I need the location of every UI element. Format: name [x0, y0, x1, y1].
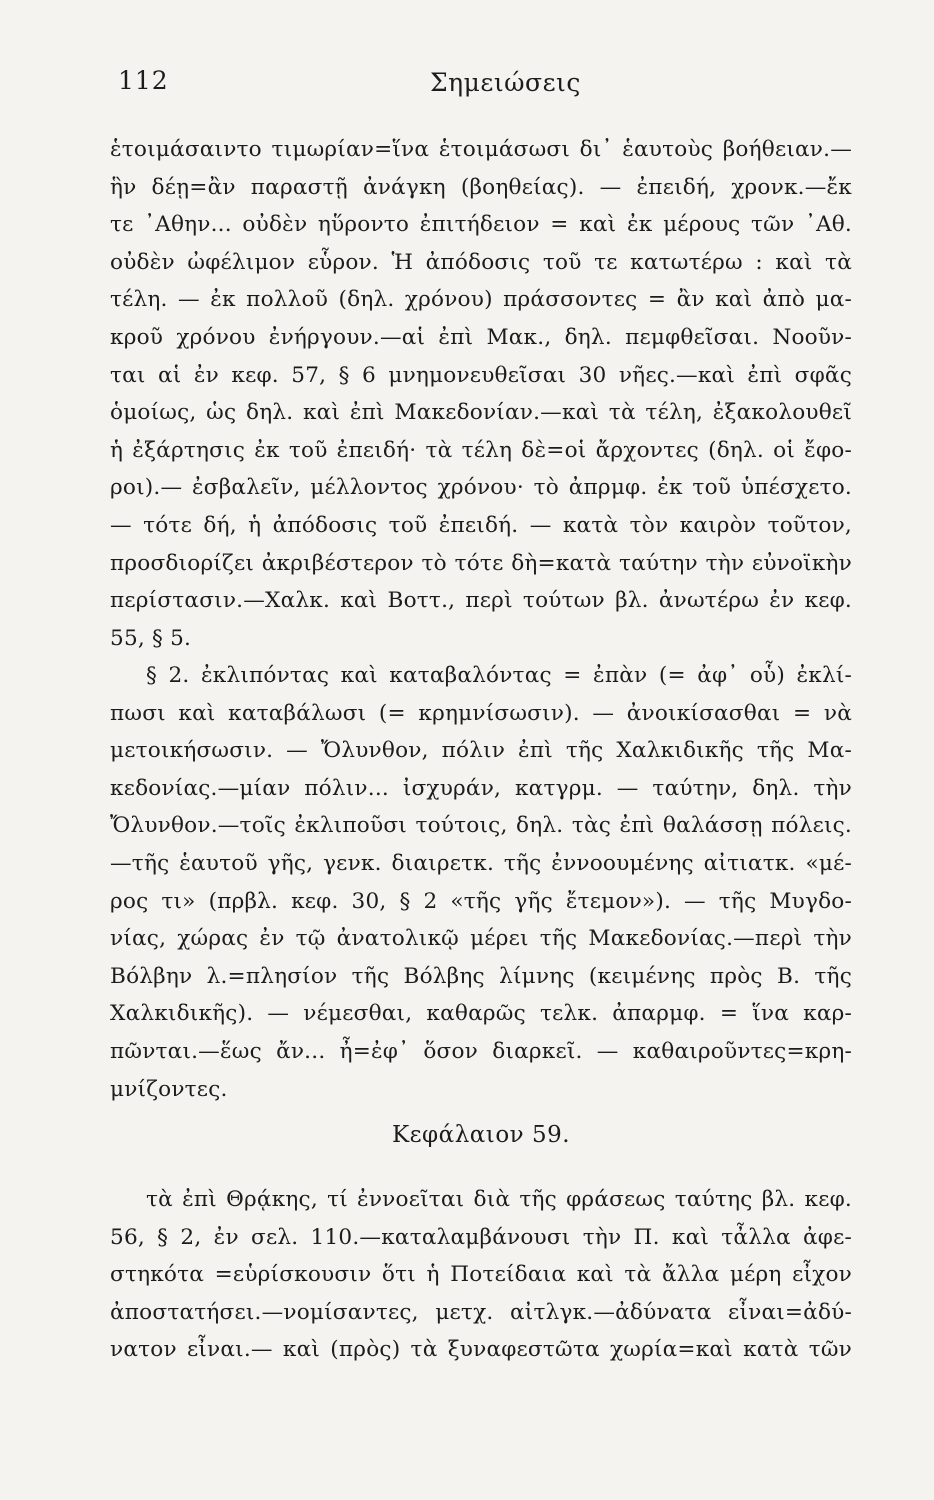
text-line: νατον εἶναι.— καὶ (πρὸς) τὰ ξυναφεστῶτα χωρία=καὶ κατὰ τῶν [110, 1337, 852, 1363]
text-line: μετοικήσωσιν. — Ὄλυνθον, πόλιν ἐπὶ τῆς Χαλκιδικῆς τῆς Μα- [110, 738, 852, 764]
text-line: νίας, χώρας ἐν τῷ ἀνατολικῷ μέρει τῆς Μακεδονίας.—περὶ τὴν [110, 926, 852, 952]
text-line: ἑτοιμάσαιντο τιμωρίαν=ἵνα ἑτοιμάσωσι δι᾽ ἑαυτοὺς βοήθειαν.— [110, 137, 852, 162]
text-line: Χαλκιδικῆς). — νέμεσθαι, καθαρῶς τελκ. ἀπαρμφ. = ἵνα καρ- [110, 1001, 852, 1027]
text-line: τε ᾽Αθην... οὐδὲν ηὕροντο ἐπιτήδειον = καὶ ἐκ μέρους τῶν ᾽Αθ. [110, 212, 852, 238]
page-number: 112 [118, 66, 169, 95]
text-line: κεδονίας.—μίαν πόλιν... ἰσχυράν, κατγρμ. — ταύτην, δηλ. τὴν [110, 775, 852, 801]
text-line: § 2. ἐκλιπόντας καὶ καταβαλόντας = ἐπὰν (= ἀφ᾽ οὗ) ἐκλί- [146, 663, 852, 688]
text-line: ἡ ἐξάρτησις ἐκ τοῦ ἐπειδή· τὰ τέλη δὲ=οἱ ἄρχοντες (δηλ. οἱ ἔφο- [110, 437, 852, 463]
text-line: Βόλβην λ.=πλησίον τῆς Βόλβης λίμνης (κειμένης πρὸς Β. τῆς [110, 963, 852, 989]
text-line: περίστασιν.—Χαλκ. καὶ Βοττ., περὶ τούτων βλ. ἀνωτέρω ἐν κεφ. [110, 588, 852, 614]
text-line: τὰ ἐπὶ Θρᾴκης, τί ἐννοεῖται διὰ τῆς φράσεως ταύτης βλ. κεφ. [146, 1187, 852, 1212]
text-line: ἣν δέῃ=ἂν παραστῇ ἀνάγκη (βοηθείας). — ἐπειδή, χρονκ.—ἔκ [110, 174, 852, 200]
chapter-heading: Κεφάλαιον 59. [391, 1122, 571, 1148]
text-line: ται αἱ ἐν κεφ. 57, § 6 μνημονευθεῖσαι 30 νῆες.—καὶ ἐπὶ σφᾶς [110, 362, 852, 388]
text-line: ρος τι» (πρβλ. κεφ. 30, § 2 «τῆς γῆς ἔτεμον»). — τῆς Μυγδο- [110, 888, 852, 914]
text-line: πωσι καὶ καταβάλωσι (= κρημνίσωσιν). — ἀνοικίσασθαι = νὰ [110, 700, 852, 726]
text-line: πῶνται.—ἕως ἄν... ἦ=ἐφ᾽ ὅσον διαρκεῖ. — καθαιροῦντες=κρη- [110, 1038, 852, 1064]
text-line: 55, § 5. [110, 625, 192, 651]
text-line: ὁμοίως, ὡς δηλ. καὶ ἐπὶ Μακεδονίαν.—καὶ τὰ τέλη, ἐξακολουθεῖ [110, 400, 852, 426]
page-header [118, 66, 808, 106]
text-line: προσδιορίζει ἀκριβέστερον τὸ τότε δὴ=κατὰ ταύτην τὴν εὐνοϊκὴν [110, 550, 852, 576]
text-line: κροῦ χρόνου ἐνήργουν.—αἱ ἐπὶ Μακ., δηλ. πεμφθεῖσαι. Νοοῦν- [110, 324, 852, 350]
notes-paragraph-1 [110, 131, 852, 657]
text-line: ροι).— ἐσβαλεῖν, μέλλοντος χρόνου· τὸ ἀπρμφ. ἐκ τοῦ ὑπέσχετο. [110, 475, 852, 501]
text-line: ἀποστατήσει.—νομίσαντες, μετχ. αἰτλγκ.—ἀδύνατα εἶναι=ἀδύ- [110, 1299, 852, 1325]
text-line: μνίζοντες. [110, 1076, 228, 1102]
text-line: Ὄλυνθον.—τοῖς ἐκλιποῦσι τούτοις, δηλ. τὰς ἐπὶ θαλάσσῃ πόλεις. [110, 813, 852, 839]
notes-paragraph-3 [110, 1181, 852, 1369]
text-line: — τότε δή, ἡ ἀπόδοσις τοῦ ἐπειδή. — κατὰ τὸν καιρὸν τοῦτον, [110, 512, 852, 538]
text-line: 56, § 2, ἐν σελ. 110.—καταλαμβάνουσι τὴν Π. καὶ τἆλλα ἀφε- [110, 1224, 852, 1250]
running-title: Σημειώσεις [430, 68, 581, 97]
text-line: τέλη. — ἐκ πολλοῦ (δηλ. χρόνου) πράσσοντες = ἂν καὶ ἀπὸ μα- [110, 287, 852, 313]
text-line: στηκότα =εὑρίσκουσιν ὅτι ἡ Ποτείδαια καὶ τὰ ἄλλα μέρη εἶχον [110, 1262, 852, 1288]
text-line: —τῆς ἑαυτοῦ γῆς, γενκ. διαιρετκ. τῆς ἐννοουμένης αἰτιατκ. «μέ- [110, 850, 852, 876]
notes-paragraph-2 [110, 657, 852, 1108]
text-line: οὐδὲν ὠφέλιμον εὗρον. Ἡ ἀπόδοσις τοῦ τε κατωτέρω : καὶ τὰ [110, 249, 852, 275]
